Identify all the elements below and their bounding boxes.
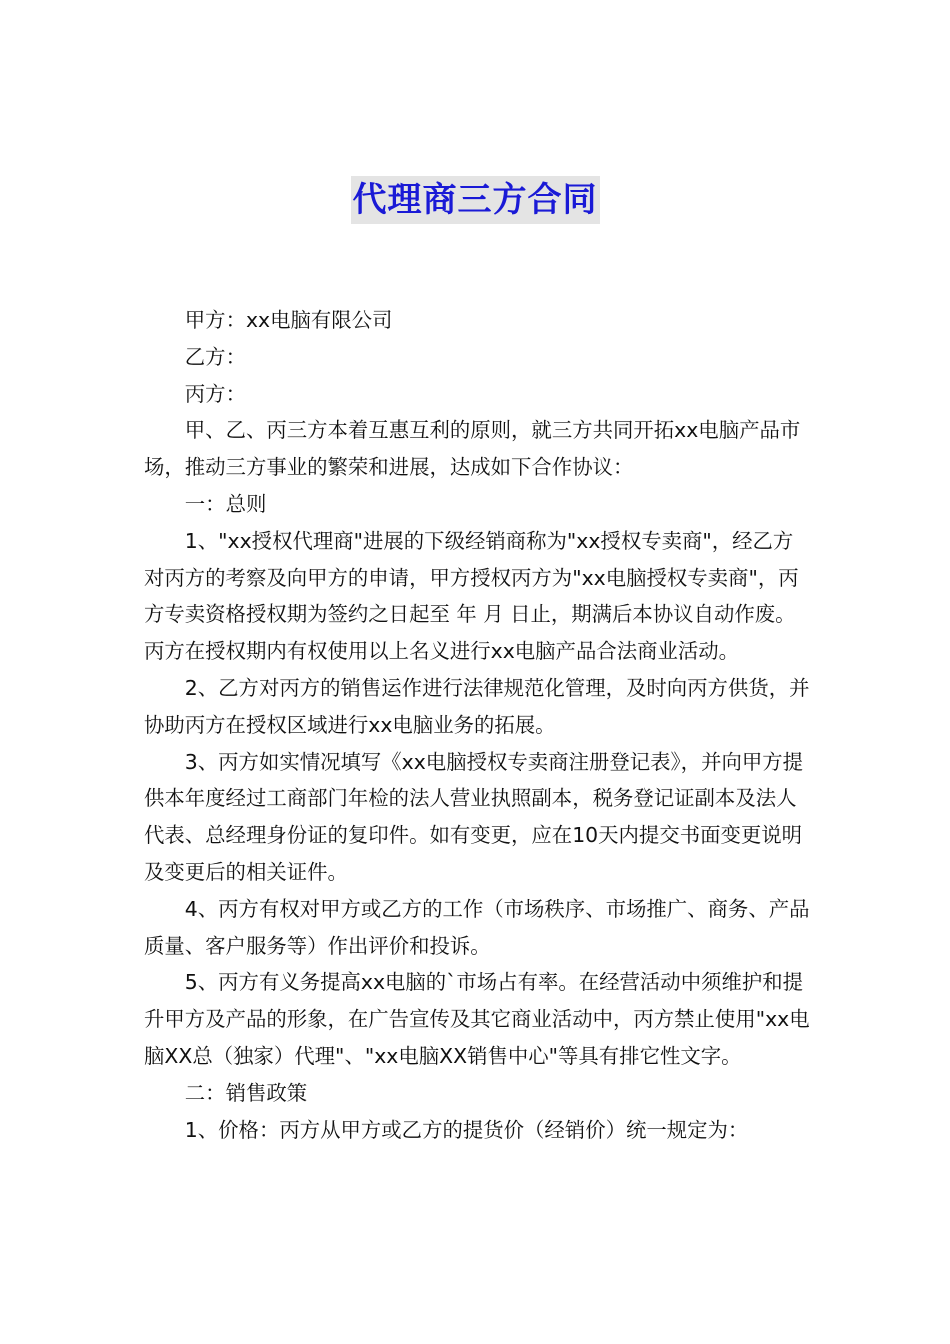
document-title: 代理商三方合同 [351, 176, 600, 224]
clause-1-1: 1、"xx授权代理商"进展的下级经销商称为"xx授权专卖商"，经乙方对丙方的考察及向甲方的申请，甲方授权丙方为"xx电脑授权专卖商"，丙方专卖资格授权期为签约之日起至 年 月 日止，期满后本协议自动作废。丙方在授权期内有权使用以上名义进行xx电脑产品合法商业活动。 [144, 528, 799, 664]
clause-1-2: 2、乙方对丙方的销售运作进行法律规范化管理，及时向丙方供货，并协助丙方在授权区域进行xx电脑业务的拓展。 [144, 675, 810, 737]
title-container [0, 176, 950, 224]
party-c-line: 丙方： [184, 381, 246, 406]
clause-1-3: 3、丙方如实情况填写《xx电脑授权专卖商注册登记表》，并向甲方提供本年度经过工商部门年检的法人营业执照副本，税务登记证副本及法人代表、总经理身份证的复印件。如有变更，应在10天内提交书面变更说明及变更后的相关证件。 [144, 749, 804, 884]
party-b-line: 乙方： [184, 344, 246, 369]
preamble-paragraph: 甲、乙、丙三方本着互惠互利的原则，就三方共同开拓xx电脑产品市场，推动三方事业的繁荣和进展，达成如下合作协议： [144, 418, 801, 480]
clause-1-5: 5、丙方有义务提高xx电脑的`市场占有率。在经营活动中须维护和提升甲方及产品的形象，在广告宣传及其它商业活动中，丙方禁止使用"xx电脑XX总（独家）代理"、"xx电脑XX销售中心"等具有排它性文字。 [144, 970, 810, 1068]
clause-2-1: 1、价格：丙方从甲方或乙方的提货价（经销价）统一规定为： [184, 1117, 749, 1142]
clause-1-4: 4、丙方有权对甲方或乙方的工作（市场秩序、市场推广、商务、产品质量、客户服务等）作出评价和投诉。 [144, 896, 810, 958]
section-heading-sales-policy: 二：销售政策 [184, 1080, 308, 1105]
party-a-line: 甲方：xx电脑有限公司 [184, 308, 393, 332]
document-body [144, 302, 812, 1148]
section-heading-general: 一：总则 [184, 491, 267, 516]
